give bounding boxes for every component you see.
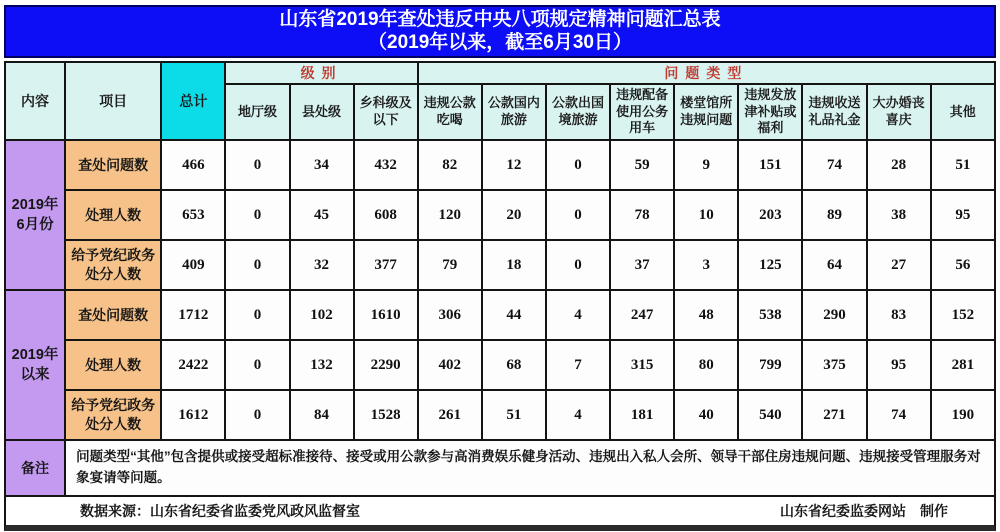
header-col-level-township: 乡科级及以下 (354, 84, 418, 140)
data-cell: 247 (610, 290, 674, 340)
data-cell: 432 (354, 140, 418, 190)
data-cell: 0 (546, 190, 610, 240)
title-line-1: 山东省2019年查处违反中央八项规定精神问题汇总表 (279, 9, 721, 30)
data-cell: 7 (546, 340, 610, 390)
data-cell: 0 (225, 290, 289, 340)
table-row (5, 290, 995, 340)
data-cell: 608 (354, 190, 418, 240)
data-cell: 281 (931, 340, 995, 390)
data-cell: 37 (610, 240, 674, 290)
data-cell: 45 (290, 190, 354, 240)
data-cell: 51 (482, 390, 546, 440)
header-col-buildings: 楼堂馆所违规问题 (674, 84, 738, 140)
row-label: 查处问题数 (65, 290, 161, 340)
data-cell: 102 (290, 290, 354, 340)
data-cell: 1712 (161, 290, 225, 340)
data-cell: 4 (546, 290, 610, 340)
data-cell: 89 (802, 190, 866, 240)
table-row (5, 390, 995, 440)
data-cell: 32 (290, 240, 354, 290)
table-row (5, 240, 995, 290)
header-group-problem-type: 问题类型 (418, 62, 995, 84)
data-cell: 152 (931, 290, 995, 340)
group-label-line: 6月份 (16, 217, 54, 233)
data-cell: 799 (738, 340, 802, 390)
data-cell: 10 (674, 190, 738, 240)
data-cell: 377 (354, 240, 418, 290)
data-cell: 2290 (354, 340, 418, 390)
header-project: 项目 (65, 62, 161, 140)
title-line-2: （2019年以来，截至6月30日） (368, 32, 632, 53)
data-cell: 48 (674, 290, 738, 340)
data-cell: 261 (418, 390, 482, 440)
data-cell: 375 (802, 340, 866, 390)
data-cell: 44 (482, 290, 546, 340)
header-col-gifts: 违规收送礼品礼金 (802, 84, 866, 140)
data-cell: 0 (225, 340, 289, 390)
data-cell: 0 (225, 190, 289, 240)
data-cell: 74 (867, 390, 931, 440)
data-cell: 0 (225, 390, 289, 440)
header-col-other: 其他 (931, 84, 995, 140)
summary-table (4, 61, 996, 497)
row-label: 处理人数 (65, 190, 161, 240)
header-col-overseas-travel: 公款出国境旅游 (546, 84, 610, 140)
data-cell: 315 (610, 340, 674, 390)
data-cell: 95 (867, 340, 931, 390)
data-cell: 40 (674, 390, 738, 440)
data-cell: 56 (931, 240, 995, 290)
header-col-domestic-travel: 公款国内旅游 (482, 84, 546, 140)
data-cell: 203 (738, 190, 802, 240)
data-cell: 190 (931, 390, 995, 440)
header-col-official-cars: 违规配备使用公务用车 (610, 84, 674, 140)
group-label-line: 以来 (20, 367, 50, 383)
group-label-june-2019 (5, 140, 65, 290)
data-cell: 540 (738, 390, 802, 440)
data-cell: 132 (290, 340, 354, 390)
data-cell: 34 (290, 140, 354, 190)
data-cell: 125 (738, 240, 802, 290)
remark-label: 备注 (5, 440, 65, 496)
data-cell: 653 (161, 190, 225, 240)
data-cell: 79 (418, 240, 482, 290)
data-cell: 0 (546, 140, 610, 190)
data-cell: 95 (931, 190, 995, 240)
data-cell: 409 (161, 240, 225, 290)
data-cell: 120 (418, 190, 482, 240)
group-label-line: 2019年 (11, 196, 59, 213)
data-cell: 9 (674, 140, 738, 190)
table-row (5, 340, 995, 390)
data-cell: 80 (674, 340, 738, 390)
data-cell: 402 (418, 340, 482, 390)
table-title (4, 5, 996, 58)
data-cell: 290 (802, 290, 866, 340)
data-cell: 82 (418, 140, 482, 190)
row-label: 处理人数 (65, 340, 161, 390)
data-cell: 538 (738, 290, 802, 340)
header-group-level: 级别 (225, 62, 417, 84)
data-cell: 0 (225, 140, 289, 190)
data-cell: 74 (802, 140, 866, 190)
data-cell: 1612 (161, 390, 225, 440)
data-cell: 12 (482, 140, 546, 190)
data-cell: 271 (802, 390, 866, 440)
data-cell: 20 (482, 190, 546, 240)
header-col-weddings-funerals: 大办婚丧喜庆 (867, 84, 931, 140)
footer-credit: 山东省纪委监委网站 制作 (780, 503, 948, 519)
row-label: 查处问题数 (65, 140, 161, 190)
data-cell: 28 (867, 140, 931, 190)
header-col-level-city: 地厅级 (225, 84, 289, 140)
table-row (5, 140, 995, 190)
data-cell: 0 (225, 240, 289, 290)
data-cell: 64 (802, 240, 866, 290)
data-cell: 181 (610, 390, 674, 440)
data-cell: 18 (482, 240, 546, 290)
data-cell: 84 (290, 390, 354, 440)
data-cell: 2422 (161, 340, 225, 390)
data-cell: 83 (867, 290, 931, 340)
header-content: 内容 (5, 62, 65, 140)
data-cell: 1610 (354, 290, 418, 340)
footer-data-source: 数据来源：山东省纪委省监委党风政风监督室 (80, 503, 360, 519)
footer (4, 497, 996, 531)
group-label-since-2019 (5, 290, 65, 440)
header-col-dining: 违规公款吃喝 (418, 84, 482, 140)
header-col-level-county: 县处级 (290, 84, 354, 140)
data-cell: 0 (546, 240, 610, 290)
group-label-line: 2019年 (11, 346, 59, 363)
row-label: 给予党纪政务处分人数 (65, 240, 161, 290)
header-col-allowances: 违规发放津补贴或福利 (738, 84, 802, 140)
remark-text: 问题类型“其他”包含提供或接受超标准接待、接受或用公款参与高消费娱乐健身活动、违规出入私人会所、领导干部住房违规问题、违规接受管理服务对象宴请等问题。 (65, 440, 995, 496)
data-cell: 38 (867, 190, 931, 240)
header-total: 总计 (161, 62, 225, 140)
data-cell: 68 (482, 340, 546, 390)
data-cell: 51 (931, 140, 995, 190)
data-cell: 59 (610, 140, 674, 190)
data-cell: 466 (161, 140, 225, 190)
data-cell: 1528 (354, 390, 418, 440)
remark-row (5, 440, 995, 496)
table-row (5, 190, 995, 240)
data-cell: 3 (674, 240, 738, 290)
data-cell: 151 (738, 140, 802, 190)
data-cell: 27 (867, 240, 931, 290)
data-cell: 306 (418, 290, 482, 340)
row-label: 给予党纪政务处分人数 (65, 390, 161, 440)
data-cell: 4 (546, 390, 610, 440)
data-cell: 78 (610, 190, 674, 240)
